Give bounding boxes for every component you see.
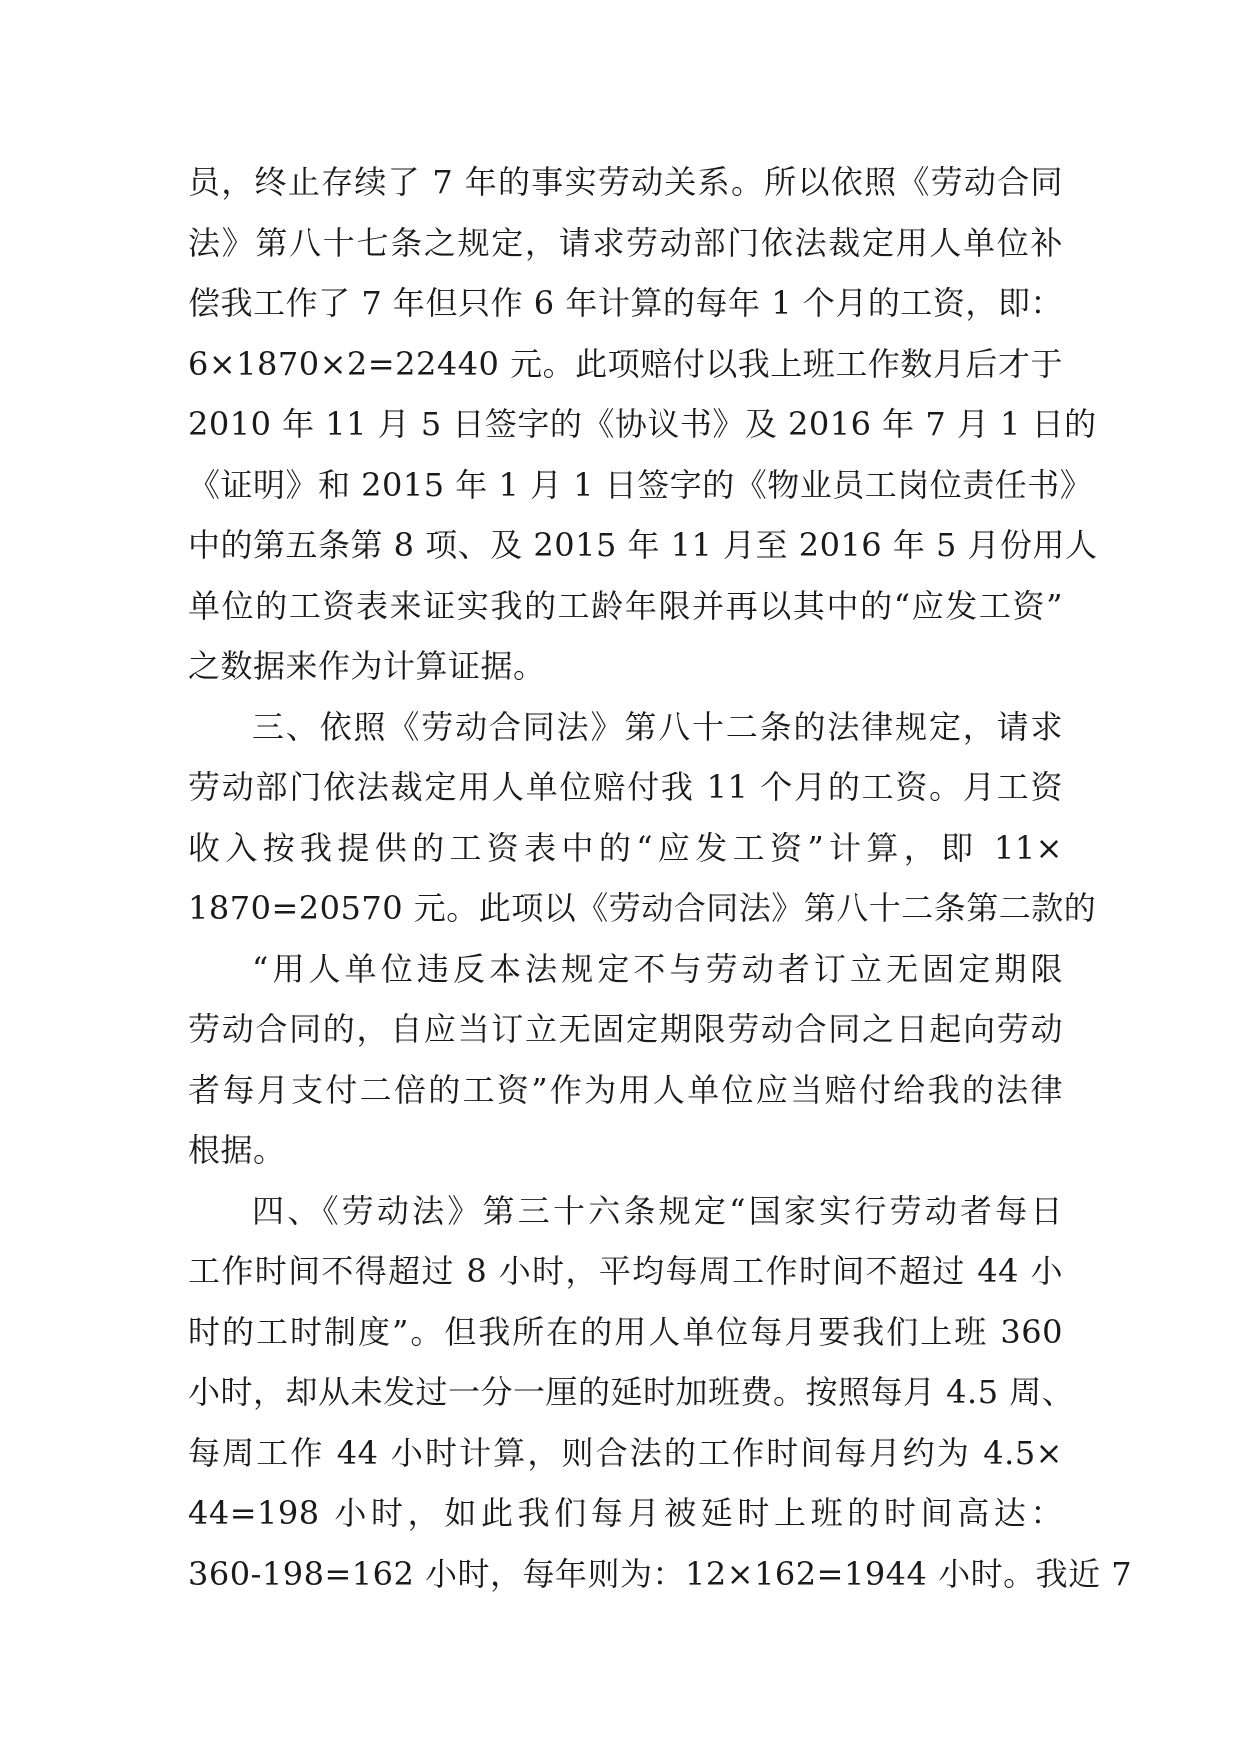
text-line: 根据。 [188, 1131, 286, 1169]
text-line: 每周工作 44 小时计算，则合法的工作时间每月约为 4.5× [188, 1433, 1063, 1472]
text-line: 44=198 小时，如此我们每月被延时上班的时间高达： [188, 1494, 1063, 1532]
text-line: 360-198=162 小时，每年则为：12×162=1944 小时。我近 7 [188, 1554, 1133, 1593]
text-line: 1870=20570 元。此项以《劳动合同法》第八十二条第二款的 [188, 889, 1097, 927]
text-line: 《证明》和 2015 年 1 月 1 日签字的《物业员工岗位责任书》 [188, 465, 1093, 504]
text-line: 者每月支付二倍的工资”作为用人单位应当赔付给我的法律 [188, 1070, 1063, 1109]
text-line: 工作时间不得超过 8 小时，平均每周工作时间不超过 44 小 [188, 1252, 1063, 1290]
text-line: 2010 年 11 月 5 日签字的《协议书》及 2016 年 7 月 1 日的 [188, 405, 1097, 443]
paragraph-start-line: 三、依照《劳动合同法》第八十二条的法律规定，请求 [252, 707, 1063, 746]
text-line: 小时，却从未发过一分一厘的延时加班费。按照每月 4.5 周、 [188, 1373, 1075, 1411]
paragraph-start-line: 四、《劳动法》第三十六条规定“国家实行劳动者每日 [252, 1191, 1063, 1230]
text-line: 劳动合同的，自应当订立无固定期限劳动合同之日起向劳动 [188, 1010, 1063, 1048]
text-line: 6×1870×2=22440 元。此项赔付以我上班工作数月后才于 [188, 344, 1063, 383]
text-line: 时的工时制度”。但我所在的用人单位每月要我们上班 360 [188, 1312, 1063, 1351]
body-text [188, 152, 1133, 1604]
text-line: 中的第五条第 8 项、及 2015 年 11 月至 2016 年 5 月份用人 [188, 526, 1098, 564]
text-line: 劳动部门依法裁定用人单位赔付我 11 个月的工资。月工资 [188, 768, 1063, 806]
text-line: 偿我工作了 7 年但只作 6 年计算的每年 1 个月的工资，即： [188, 284, 1063, 322]
text-line: 法》第八十七条之规定，请求劳动部门依法裁定用人单位补 [188, 223, 1063, 262]
text-line: 员，终止存续了 7 年的事实劳动关系。所以依照《劳动合同 [188, 163, 1063, 201]
quote-start-line: “用人单位违反本法规定不与劳动者订立无固定期限 [252, 949, 1063, 988]
text-line: 之数据来作为计算证据。 [188, 647, 546, 685]
text-line: 单位的工资表来证实我的工龄年限并再以其中的“应发工资” [188, 586, 1063, 625]
text-line: 收入按我提供的工资表中的“应发工资”计算，即 11× [188, 828, 1063, 867]
